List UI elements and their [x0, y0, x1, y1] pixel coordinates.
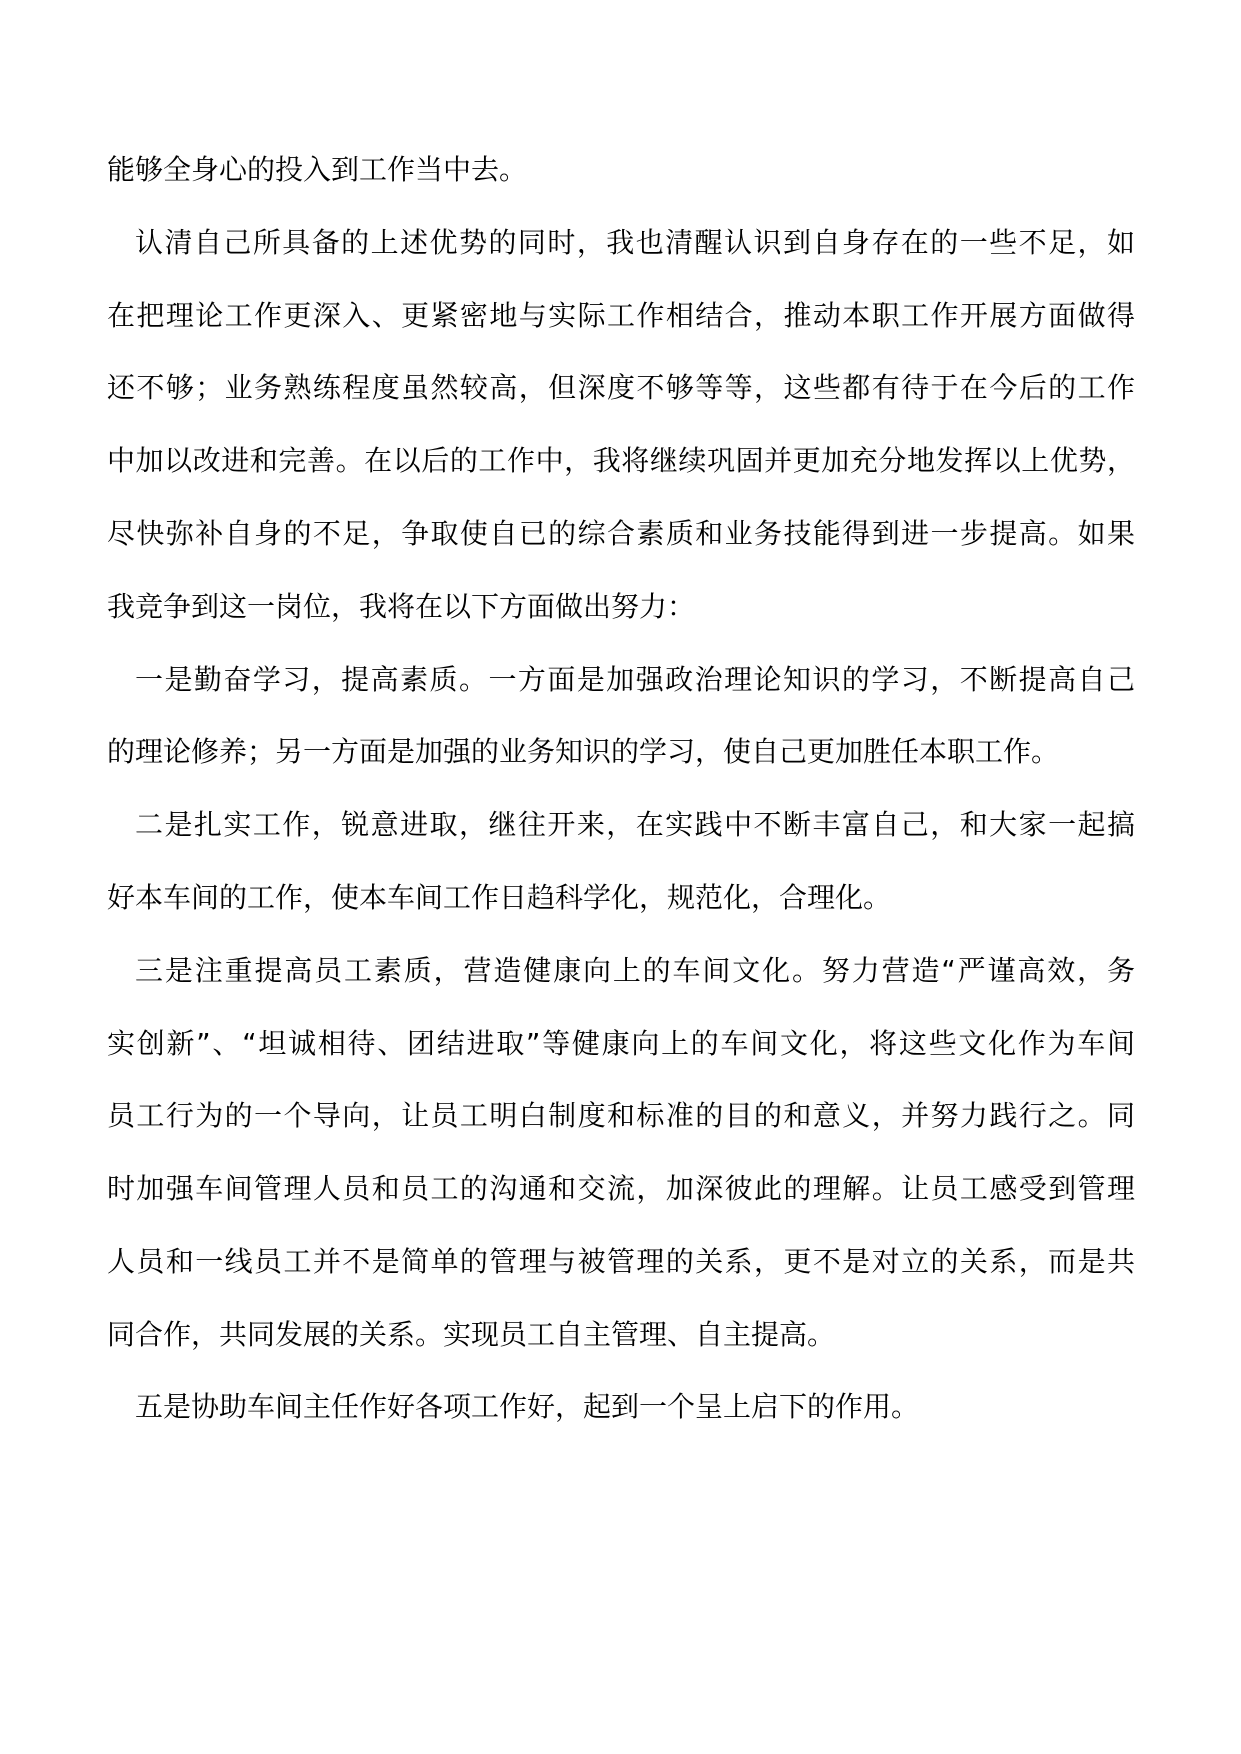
text-line: 认清自己所具备的上述优势的同时，我也清醒认识到自身存在的一些不足，如: [135, 226, 1135, 259]
text-line: 还不够；业务熟练程度虽然较高，但深度不够等等，这些都有待于在今后的工作: [107, 371, 1135, 404]
text-line: 的理论修养；另一方面是加强的业务知识的学习，使自己更加胜任本职工作。: [107, 735, 1060, 768]
text-line: 一是勤奋学习，提高素质。一方面是加强政治理论知识的学习，不断提高自己: [135, 663, 1135, 696]
text-line: 尽快弥补自身的不足，争取使自已的综合素质和业务技能得到进一步提高。如果: [107, 517, 1135, 550]
text-line: 实创新”、“坦诚相待、团结进取”等健康向上的车间文化，将这些文化作为车间: [107, 1027, 1135, 1060]
text-line: 好本车间的工作，使本车间工作日趋科学化，规范化，合理化。: [107, 881, 892, 914]
text-line: 员工行为的一个导向，让员工明白制度和标准的目的和意义，并努力践行之。同: [107, 1099, 1135, 1132]
text-line: 五是协助车间主任作好各项工作好，起到一个呈上启下的作用。: [135, 1390, 920, 1423]
text-line: 能够全身心的投入到工作当中去。: [107, 153, 528, 186]
text-line: 时加强车间管理人员和员工的沟通和交流，加深彼此的理解。让员工感受到管理: [107, 1172, 1135, 1205]
text-line: 同合作，共同发展的关系。实现员工自主管理、自主提高。: [107, 1318, 836, 1351]
text-line: 人员和一线员工并不是简单的管理与被管理的关系，更不是对立的关系，而是共: [107, 1245, 1135, 1278]
text-line: 我竞争到这一岗位，我将在以下方面做出努力：: [107, 590, 696, 623]
text-line: 三是注重提高员工素质，营造健康向上的车间文化。努力营造“严谨高效，务: [135, 954, 1135, 987]
text-line: 中加以改进和完善。在以后的工作中，我将继续巩固并更加充分地发挥以上优势，: [107, 444, 1135, 477]
text-line: 在把理论工作更深入、更紧密地与实际工作相结合，推动本职工作开展方面做得: [107, 299, 1135, 332]
text-line: 二是扎实工作，锐意进取，继往开来，在实践中不断丰富自己，和大家一起搞: [135, 808, 1135, 841]
